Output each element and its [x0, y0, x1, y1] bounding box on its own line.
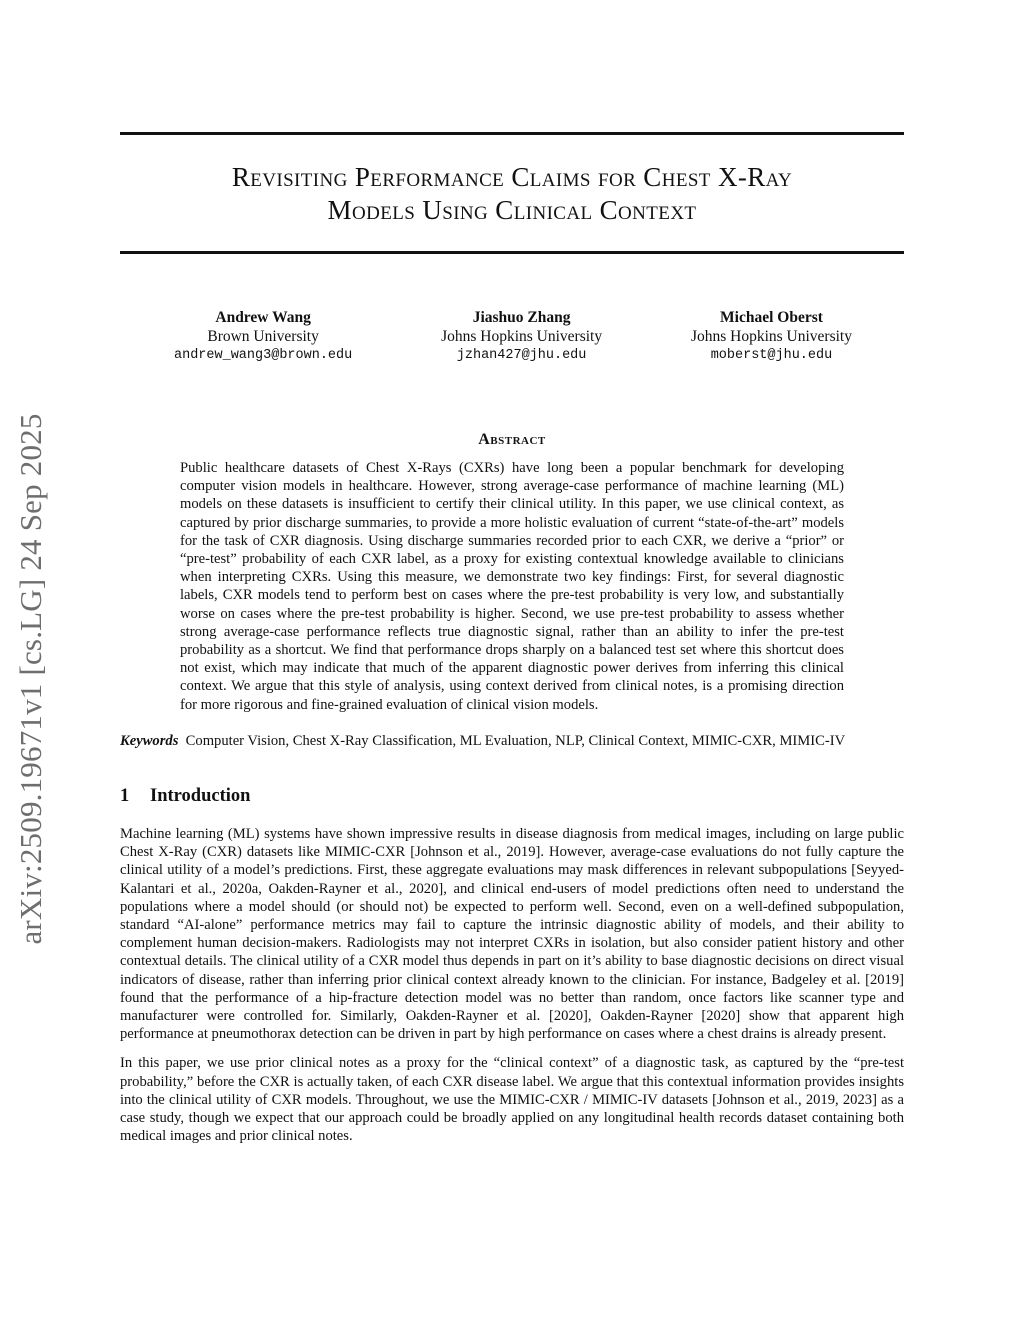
author-name: Jiashuo Zhang: [472, 309, 571, 326]
intro-paragraph-1: Machine learning (ML) systems have shown impressive results in disease diagnosis from medical images, including on large public Chest X-Ray (CXR) datasets like MIMIC-CXR [Johnson et al., 2019]. However, average-case evaluations do not fully capture the clinical utility of a model’s predictions. First, these aggregate evaluations may mask differences in relevant subpopulations [Seyyed-Kalantari et al., 2020a, Oakden-Rayner et al., 2020], and clinical end-users of model predictions often need to understand the populations where a model should (or should not) be expected to perform well. Second, even on a well-defined subpopulation, standard “AI-alone” performance metrics may fail to capture the intrinsic diagnostic ability of models, and their ability to complement human decision-makers. Radiologists may not interpret CXRs in isolation, but also consider patient history and other contextual details. The clinical utility of a CXR model thus depends in part on it’s ability to base diagnostic decisions on direct visual indicators of disease, rather than inferring prior clinical context already known to the clinician. For instance, Badgeley et al. [2019] found that the performance of a hip-fracture detection model was no better than random, once factors like scanner type and manufacturer were controlled for. Similarly, Oakden-Rayner et al. [2020], Oakden-Rayner [2020] show that apparent high performance at pneumothorax detection can be driven in part by high performance on cases where a chest drains is already present.: [120, 826, 904, 1043]
section-title: Introduction: [150, 786, 251, 807]
author-name: Andrew Wang: [215, 309, 311, 326]
author-email: andrew_wang3@brown.edu: [174, 348, 353, 363]
author-2: [441, 308, 602, 365]
author-email: jzhan427@jhu.edu: [456, 348, 587, 363]
title-bottom-rule: [120, 251, 904, 254]
author-3: [691, 308, 852, 365]
abstract-text: Public healthcare datasets of Chest X-Rays (CXRs) have long been a popular benchmark for developing computer vision models in healthcare. However, strong average-case performance of machine learning (ML) models on these datasets is insufficient to certify their clinical utility. In this paper, we use clinical context, as captured by prior discharge summaries, to provide a more holistic evaluation of current “state-of-the-art” models for the task of CXR diagnosis. Using discharge summaries recorded prior to each CXR, we derive a “prior” or “pre-test” probability of each CXR label, as a proxy for existing contextual knowledge available to clinicians when interpreting CXRs. Using this measure, we demonstrate two key findings: First, for several diagnostic labels, CXR models tend to perform best on cases where the pre-test probability is very low, and substantially worse on cases where the pre-test probability is higher. Second, we use pre-test probability to assess whether strong average-case performance reflects true diagnostic signal, rather than an ability to infer the pre-test probability as a shortcut. We find that performance drops sharply on a balanced test set where this shortcut does not exist, which may indicate that much of the apparent diagnostic power derives from inferring this clinical context. We argue that this style of analysis, using context derived from clinical notes, is a promising direction for more rigorous and fine-grained evaluation of clinical vision models.: [180, 460, 844, 713]
author-affiliation: Brown University: [207, 328, 319, 345]
author-affiliation: Johns Hopkins University: [690, 328, 852, 345]
title-line-2: Models Using Clinical Context: [327, 195, 697, 225]
author-email: moberst@jhu.edu: [710, 348, 833, 363]
section-number: 1: [120, 786, 130, 807]
abstract-heading: Abstract: [478, 431, 546, 448]
keywords-label: Keywords: [120, 732, 179, 749]
author-block: [120, 308, 904, 365]
author-name: Michael Oberst: [720, 309, 823, 326]
arxiv-identifier-text: arXiv:2509.19671v1 [cs.LG] 24 Sep 2025: [13, 413, 48, 945]
paper-title: [120, 161, 904, 227]
arxiv-identifier: [0, 372, 62, 986]
title-line-1: Revisiting Performance Claims for Chest X-Ray: [231, 162, 793, 192]
keywords: [120, 732, 904, 750]
keywords-list: Computer Vision, Chest X-Ray Classification, ML Evaluation, NLP, Clinical Context, MIMIC-CXR, MIMIC-IV: [185, 732, 846, 749]
intro-paragraph-2: In this paper, we use prior clinical notes as a proxy for the “clinical context” of a diagnostic task, as captured by the “pre-test probability,” before the CXR is actually taken, of each CXR disease label. We argue that this contextual information provides insights into the clinical utility of CXR models. Throughout, we use the MIMIC-CXR / MIMIC-IV datasets [Johnson et al., 2019, 2023] as a case study, though we expect that our approach could be broadly applied on any longitudinal health records dataset containing both medical images and prior clinical notes.: [120, 1055, 904, 1145]
section-heading: [120, 786, 904, 807]
title-top-rule: [120, 132, 904, 135]
paper-page: [120, 0, 904, 1146]
author-affiliation: Johns Hopkins University: [441, 328, 603, 345]
author-1: [174, 308, 352, 365]
